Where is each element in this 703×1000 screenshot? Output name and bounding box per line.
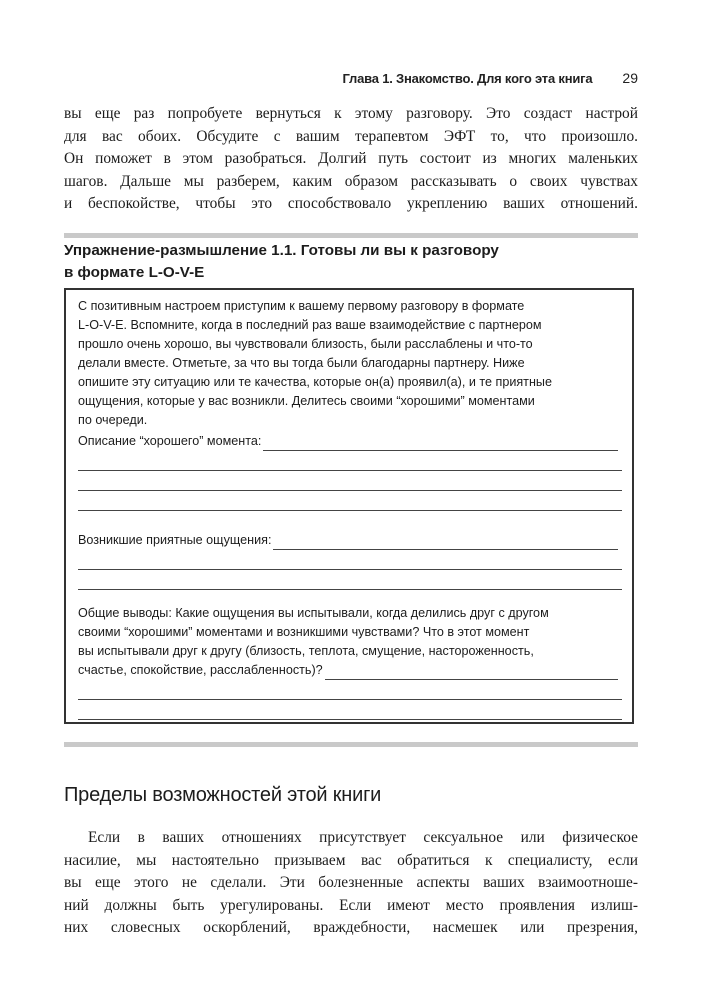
instruction-line: С позитивным настроем приступим к вашему первому разговору в формате [78,299,525,313]
intro-paragraph [64,103,638,216]
page-number: 29 [622,70,638,86]
exercise-title [64,240,638,284]
text-line: Если в ваших отношениях присутствует сексуальное или физическое [88,829,638,846]
section-heading: Пределы возможностей этой книги [64,784,382,806]
pleasant-feelings-field[interactable] [78,531,618,550]
text-line: и беспокойстве, чтобы это способствовало укреплению ваших отношений. [64,195,638,213]
exercise-top-rule [64,233,638,238]
instruction-line: прошло очень хорошо, вы чувствовали близость, были расслаблены и что-то [78,337,533,351]
text-line: ний должны быть урегулированы. Если имеют место проявления излиш- [64,896,638,914]
running-header [64,70,638,92]
instruction-line: по очереди. [78,413,148,427]
text-line: вы еще этого не сделали. Эти болезненные аспекты ваших взаимоотноше- [64,874,638,892]
answer-line[interactable] [78,451,622,471]
text-line: насилие, мы настоятельно призываем вас обратиться к специалисту, если [64,851,638,869]
good-moment-label: Описание “хорошего” момента: [78,434,262,448]
text-line: вы еще раз попробуете вернуться к этому разговору. Это создаст настрой [64,105,638,122]
exercise-bottom-rule [64,742,638,747]
answer-line[interactable] [78,680,622,700]
section-paragraph [64,827,638,940]
conclusions-field[interactable] [78,661,618,680]
conclusions-line: Общие выводы: Какие ощущения вы испытывали, когда делились друг с другом [78,606,549,620]
instruction-line: опишите эту ситуацию или те качества, которые он(а) проявил(а), и те приятные [78,375,552,389]
text-line: для вас обоих. Обсудите с вашим терапевтом ЭФТ то, что произошло. [64,127,638,145]
exercise-content [78,297,618,720]
instruction-line: L-O-V-E. Вспомните, когда в последний раз ваше взаимодействие с партнером [78,318,542,332]
exercise-title-line: Упражнение-размышление 1.1. Готовы ли вы к разговору [64,242,499,259]
answer-line[interactable] [78,570,622,590]
answer-line[interactable] [78,700,622,720]
answer-line[interactable] [78,471,622,491]
answer-line[interactable] [263,437,618,451]
conclusions-line: своими “хорошими” моментами и возникшими чувствами? Что в этот момент [78,625,530,639]
conclusions-line: счастье, спокойствие, расслабленность)? [78,663,323,677]
conclusions-line: вы испытывали друг к другу (близость, теплота, смущение, настороженность, [78,644,534,658]
text-line: Он поможет в этом разобраться. Долгий путь состоит из многих маленьких [64,150,638,168]
text-line: них словесных оскорблений, враждебности, насмешек или презрения, [64,919,638,937]
good-moment-field[interactable] [78,432,618,451]
answer-line[interactable] [273,536,618,550]
answer-line[interactable] [78,491,622,511]
pleasant-feelings-label: Возникшие приятные ощущения: [78,533,272,547]
exercise-title-line: в формате L-O-V-E [64,264,205,281]
chapter-title: Глава 1. Знакомство. Для кого эта книга [342,71,593,86]
instruction-line: ощущения, которые у вас возникли. Делитесь своими “хорошими” моментами [78,394,535,408]
answer-line[interactable] [325,666,618,680]
text-line: шагов. Дальше мы разберем, каким образом рассказывать о своих чувствах [64,172,638,190]
answer-line[interactable] [78,550,622,570]
exercise-box [64,288,634,724]
conclusions-block [78,604,618,720]
instruction-line: делали вместе. Отметьте, за что вы тогда были благодарны партнеру. Ниже [78,356,525,370]
